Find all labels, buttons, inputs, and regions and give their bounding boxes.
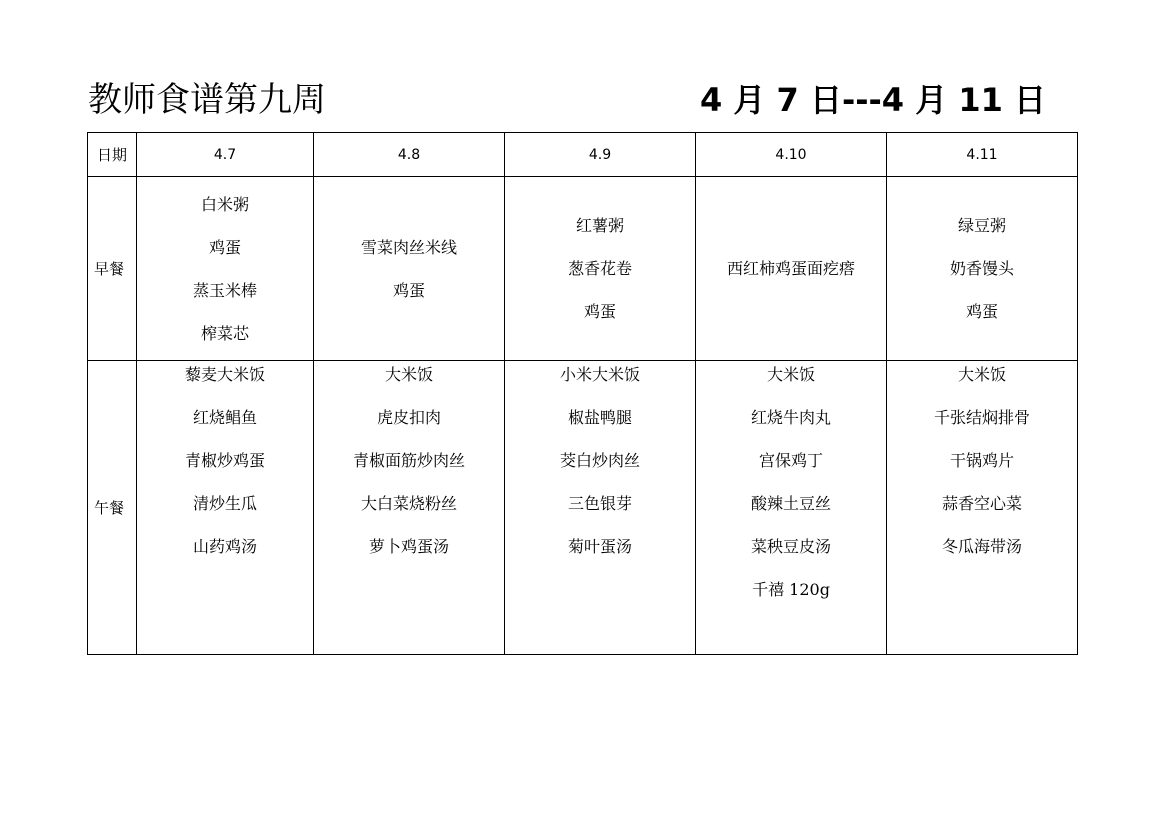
date-header: 4.8 [314,133,505,177]
dish-item: 大白菜烧粉丝 [360,494,457,513]
lunch-cell [696,361,887,655]
dish-item: 千禧 120g [752,580,830,599]
dish-item: 西红柿鸡蛋面疙瘩 [726,259,855,278]
page-title: 教师食谱第九周 [88,80,326,120]
lunch-cell [137,361,314,655]
dish-list [505,204,695,333]
breakfast-cell [887,177,1078,361]
dish-item: 红烧鲳鱼 [192,408,257,427]
lunch-row [88,361,1078,655]
dish-item: 冬瓜海带汤 [941,537,1022,556]
date-range: 4 月 7 日---4 月 11 日 [700,81,1047,119]
dish-list [137,353,313,568]
lunch-cell [505,361,696,655]
breakfast-cell [314,177,505,361]
dish-item: 鸡蛋 [965,302,998,321]
breakfast-cell [696,177,887,361]
dish-item: 菜秧豆皮汤 [750,537,831,556]
dish-item: 鸡蛋 [583,302,616,321]
dish-list [137,183,313,355]
dish-item: 雪菜肉丝米线 [360,237,457,257]
dish-item: 大米饭 [957,365,1006,384]
dish-item: 红薯粥 [575,216,624,235]
header-row [88,133,1078,177]
dish-item: 大米饭 [384,365,433,384]
dish-list [696,247,886,290]
dish-item: 宫保鸡丁 [758,451,823,470]
dish-list [887,353,1077,568]
dish-item: 绿豆粥 [957,216,1006,235]
date-header: 4.11 [887,133,1078,177]
date-header: 4.10 [696,133,887,177]
dish-item: 山药鸡汤 [192,537,257,556]
dish-item: 椒盐鸭腿 [567,408,632,427]
lunch-cell [314,361,505,655]
date-header: 4.9 [505,133,696,177]
dish-item: 酸辣土豆丝 [750,494,831,513]
dish-item: 红烧牛肉丸 [750,408,831,427]
dish-item: 葱香花卷 [567,259,632,278]
dish-item: 鸡蛋 [392,280,425,300]
dish-item: 三色银芽 [567,494,632,513]
lunch-label: 午餐 [88,361,137,655]
dish-list [314,226,504,312]
dish-list [505,353,695,568]
dish-item: 大米饭 [766,365,815,384]
dish-item: 青椒面筋炒肉丝 [352,451,465,470]
lunch-cell [887,361,1078,655]
dish-item: 奶香馒头 [949,259,1014,278]
dish-item: 白米粥 [200,194,249,214]
dish-item: 榨菜芯 [200,323,249,343]
dish-item: 千张结焖排骨 [933,408,1030,427]
breakfast-row [88,177,1078,361]
dish-item: 蒜香空心菜 [941,494,1022,513]
dish-item: 鸡蛋 [208,237,241,257]
dish-item: 菊叶蛋汤 [567,537,632,556]
dish-list [314,353,504,568]
dish-item: 藜麦大米饭 [184,365,265,384]
dish-list [696,353,886,611]
menu-table [87,132,1078,655]
dish-item: 清炒生瓜 [192,494,257,513]
dish-item: 萝卜鸡蛋汤 [368,537,449,556]
dish-item: 青椒炒鸡蛋 [184,451,265,470]
dish-item: 小米大米饭 [559,365,640,384]
breakfast-cell [137,177,314,361]
dish-item: 蒸玉米棒 [192,280,257,300]
breakfast-cell [505,177,696,361]
date-header-label: 日期 [88,133,137,177]
dish-list [887,204,1077,333]
breakfast-label: 早餐 [88,177,137,361]
dish-item: 干锅鸡片 [949,451,1014,470]
date-header: 4.7 [137,133,314,177]
dish-item: 茭白炒肉丝 [559,451,640,470]
dish-item: 虎皮扣肉 [376,408,441,427]
